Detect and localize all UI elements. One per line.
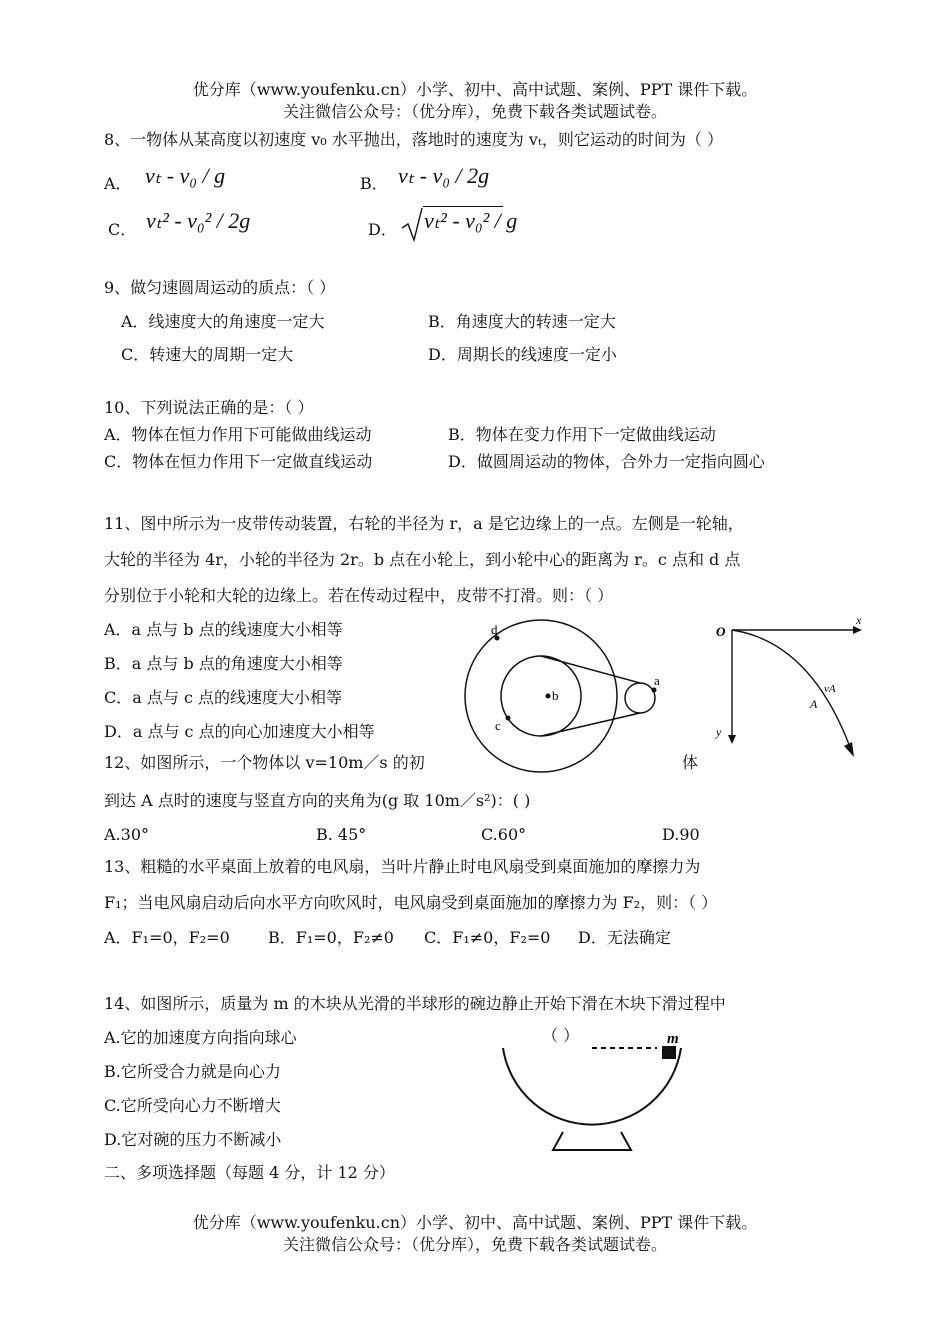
q12-option-a: A.30° [104, 825, 149, 844]
square-root-sign [400, 204, 424, 244]
q14-answer-paren: （ ） [542, 1026, 580, 1045]
label-y: y [716, 725, 722, 739]
q12-option-c: C.60° [481, 825, 527, 844]
q8-option-b-expr: vₜ - v₀ / 2g [398, 163, 490, 188]
q12-line-1-left: 12、如图所示，一个物体以 v=10m／s 的初 [104, 753, 425, 772]
q12-option-d: D.90 [662, 825, 700, 844]
q8-option-d-expr: vₜ² - v₀² / g [424, 208, 518, 233]
q9-option-a: A．线速度大的角速度一定大 [121, 312, 325, 331]
q12-line-1-right: 体 [682, 753, 699, 772]
q10-option-d: D．做圆周运动的物体，合外力一定指向圆心 [448, 452, 765, 471]
bowl-figure [495, 1028, 690, 1156]
section-2-title: 二、多项选择题（每题 4 分，计 12 分） [104, 1163, 395, 1182]
q11-option-d: D．a 点与 c 点的向心加速度大小相等 [104, 722, 375, 741]
q11-option-b: B．a 点与 b 点的角速度大小相等 [104, 654, 343, 673]
label-x: x [856, 613, 862, 627]
q13-option-d: D．无法确定 [578, 928, 671, 947]
label-point-a: A [810, 697, 818, 711]
q13-option-c: C．F₁≠0，F₂=0 [424, 928, 551, 947]
label-c: c [495, 718, 501, 733]
label-origin: O [716, 624, 726, 639]
footer-line-2: 关注微信公众号：（优分库），免费下载各类试题试卷。 [282, 1235, 667, 1254]
footer-line-1: 优分库（www.youfenku.cn）小学、初中、高中试题、案例、PPT 课件下载。 [192, 1213, 758, 1232]
q10-option-a: A．物体在恒力作用下可能做曲线运动 [104, 425, 372, 444]
x-axis-arrow [853, 626, 862, 634]
header-line-2: 关注微信公众号：（优分库），免费下载各类试题试卷。 [282, 102, 667, 121]
label-m: m [667, 1031, 679, 1047]
large-wheel [465, 620, 617, 772]
q14-option-b: B.它所受合力就是向心力 [104, 1062, 281, 1081]
q10-stem: 10、下列说法正确的是：（ ） [104, 398, 314, 417]
q8-option-a-label: A． [104, 174, 132, 193]
q9-option-d: D．周期长的线速度一定小 [428, 345, 617, 364]
q12-option-b: B. 45° [316, 825, 367, 844]
q14-option-c: C.它所受向心力不断增大 [104, 1096, 281, 1115]
q13-option-a: A．F₁=0，F₂=0 [104, 928, 230, 947]
q14-stem: 14、如图所示，质量为 m 的木块从光滑的半球形的碗边静止开始下滑在木块下滑过程中 [104, 994, 726, 1013]
label-b: b [552, 688, 559, 703]
q11-option-a: A．a 点与 b 点的线速度大小相等 [104, 620, 343, 639]
point-a-dot [652, 688, 657, 693]
q11-line-1: 11、图中所示为一皮带传动装置，右轮的半径为 r，a 是它边缘上的一点。左侧是一轮轴， [104, 514, 744, 533]
q9-stem: 9、做匀速圆周运动的质点：（ ） [104, 278, 336, 297]
point-b-dot [546, 694, 551, 699]
bowl-stand [553, 1132, 631, 1150]
q14-option-d: D.它对碗的压力不断减小 [104, 1130, 282, 1149]
q8-option-c-label: C． [108, 220, 137, 239]
q12-line-2: 到达 A 点时的速度与竖直方向的夹角为(g 取 10m／s²)：( ) [104, 791, 531, 810]
y-axis-arrow [728, 735, 736, 744]
q11-line-3: 分别位于小轮和大轮的边缘上。若在传动过程中，皮带不打滑。则：（ ） [104, 586, 614, 605]
radical-bar [423, 206, 503, 207]
belt-top [541, 656, 640, 683]
belt-bottom [541, 713, 640, 736]
q9-option-c: C．转速大的周期一定大 [121, 345, 294, 364]
label-a: a [654, 673, 660, 688]
q14-option-a: A.它的加速度方向指向球心 [104, 1028, 297, 1047]
q8-stem: 8、一物体从某高度以初速度 v₀ 水平抛出，落地时的速度为 vₜ，则它运动的时间为（ ） [104, 130, 723, 149]
q8-option-b-label: B． [360, 174, 388, 193]
hemispherical-bowl [503, 1048, 681, 1125]
trajectory-arrow [844, 742, 854, 757]
label-velocity: vA [824, 683, 836, 695]
belt-drive-figure [455, 612, 685, 782]
q11-line-2: 大轮的半径为 4r，小轮的半径为 2r。b 点在小轮上，到小轮中心的距离为 r。c 点和 d 点 [104, 550, 741, 569]
q11-option-c: C．a 点与 c 点的线速度大小相等 [104, 688, 343, 707]
q13-line-2: F₁；当电风扇启动后向水平方向吹风时，电风扇受到桌面施加的摩擦力为 F₂，则：（ ） [104, 893, 718, 912]
label-d: d [491, 622, 498, 637]
projectile-figure [710, 612, 870, 772]
q8-option-c-expr: vₜ² - v₀² / 2g [146, 208, 251, 233]
block-m [662, 1046, 676, 1059]
right-wheel [625, 683, 655, 713]
q9-option-b: B．角速度大的转速一定大 [428, 312, 616, 331]
q8-option-a-expr: vₜ - v₀ / g [145, 163, 226, 188]
point-c-dot [506, 716, 511, 721]
q10-option-b: B．物体在变力作用下一定做曲线运动 [448, 425, 716, 444]
q10-option-c: C．物体在恒力作用下一定做直线运动 [104, 452, 373, 471]
q13-option-b: B．F₁=0，F₂≠0 [268, 928, 394, 947]
q8-option-d-label: D． [368, 220, 397, 239]
header-line-1: 优分库（www.youfenku.cn）小学、初中、高中试题、案例、PPT 课件下载。 [192, 80, 758, 99]
q13-line-1: 13、粗糙的水平桌面上放着的电风扇，当叶片静止时电风扇受到桌面施加的摩擦力为 [104, 857, 701, 876]
small-wheel [501, 656, 581, 736]
